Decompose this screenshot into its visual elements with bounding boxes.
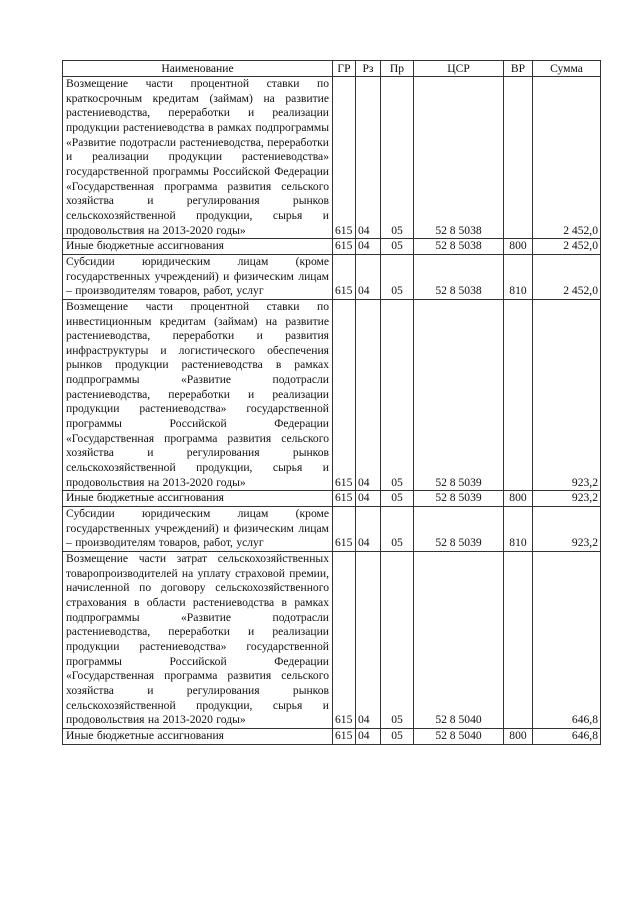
row-sum: 923,2	[533, 491, 601, 507]
row-pr: 05	[381, 552, 414, 729]
row-sum: 2 452,0	[533, 77, 601, 239]
row-sum: 923,2	[533, 299, 601, 491]
row-vr: 810	[504, 507, 533, 552]
row-csr: 52 8 5039	[414, 491, 504, 507]
row-sum: 923,2	[533, 507, 601, 552]
row-pr: 05	[381, 239, 414, 255]
row-csr: 52 8 5040	[414, 728, 504, 744]
column-header-rz: Рз	[356, 61, 381, 77]
row-pr: 05	[381, 728, 414, 744]
table-header-row	[63, 61, 601, 77]
row-rz: 04	[356, 728, 381, 744]
row-csr: 52 8 5040	[414, 552, 504, 729]
column-header-gr: ГР	[333, 61, 356, 77]
row-csr: 52 8 5039	[414, 299, 504, 491]
row-gr: 615	[333, 491, 356, 507]
row-name: Субсидии юридическим лицам (кроме государственных учреждений) и физическим лицам – производителям товаров, работ, услуг	[63, 254, 333, 299]
row-sum: 646,8	[533, 728, 601, 744]
row-rz: 04	[356, 491, 381, 507]
table-row	[63, 728, 601, 744]
row-name: Субсидии юридическим лицам (кроме государственных учреждений) и физическим лицам – производителям товаров, работ, услуг	[63, 507, 333, 552]
row-name: Иные бюджетные ассигнования	[63, 728, 333, 744]
budget-table	[62, 60, 601, 745]
row-vr: 800	[504, 728, 533, 744]
row-pr: 05	[381, 507, 414, 552]
table-row	[63, 299, 601, 491]
row-name: Иные бюджетные ассигнования	[63, 491, 333, 507]
row-rz: 04	[356, 552, 381, 729]
row-vr: 810	[504, 254, 533, 299]
row-vr	[504, 299, 533, 491]
row-sum: 646,8	[533, 552, 601, 729]
table-row	[63, 552, 601, 729]
row-gr: 615	[333, 239, 356, 255]
row-name: Возмещение части процентной ставки по краткосрочным кредитам (займам) на развитие растениеводства, переработки и реализации продукции растениеводства в рамках подпрограммы «Развитие подотрасли растениеводства, переработки и реализации продукции растениеводства» государственной программы Российской Федерации «Государственная программа развития сельского хозяйства и регулирования рынков сельскохозяйственной продукции, сырья и продовольствия на 2013-2020 годы»	[63, 77, 333, 239]
row-name: Возмещение части процентной ставки по инвестиционным кредитам (займам) на развитие растениеводства, переработки и развития инфраструктуры и логистического обеспечения рынков продукции растениеводства в рамках подпрограммы «Развитие подотрасли растениеводства, переработки и реализации продукции растениеводства» государственной программы Российской Федерации «Государственная программа развития сельского хозяйства и регулирования рынков сельскохозяйственной продукции, сырья и продовольствия на 2013-2020 годы»	[63, 299, 333, 491]
row-gr: 615	[333, 507, 356, 552]
row-csr: 52 8 5038	[414, 254, 504, 299]
row-gr: 615	[333, 728, 356, 744]
row-gr: 615	[333, 77, 356, 239]
row-vr: 800	[504, 491, 533, 507]
column-header-name: Наименование	[63, 61, 333, 77]
row-gr: 615	[333, 299, 356, 491]
row-rz: 04	[356, 507, 381, 552]
table-row	[63, 491, 601, 507]
row-name: Иные бюджетные ассигнования	[63, 239, 333, 255]
row-vr: 800	[504, 239, 533, 255]
row-sum: 2 452,0	[533, 254, 601, 299]
table-row	[63, 507, 601, 552]
row-pr: 05	[381, 254, 414, 299]
row-pr: 05	[381, 77, 414, 239]
row-pr: 05	[381, 299, 414, 491]
row-csr: 52 8 5038	[414, 239, 504, 255]
row-gr: 615	[333, 254, 356, 299]
row-rz: 04	[356, 77, 381, 239]
column-header-csr: ЦСР	[414, 61, 504, 77]
table-row	[63, 239, 601, 255]
table-row	[63, 77, 601, 239]
column-header-vr: ВР	[504, 61, 533, 77]
row-csr: 52 8 5039	[414, 507, 504, 552]
column-header-sum: Сумма	[533, 61, 601, 77]
row-rz: 04	[356, 254, 381, 299]
row-rz: 04	[356, 239, 381, 255]
row-name: Возмещение части затрат сельскохозяйственных товаропроизводителей на уплату страховой премии, начисленной по договору сельскохозяйственного страхования в области растениеводства в рамках подпрограммы «Развитие подотрасли растениеводства, переработки и реализации продукции растениеводства» государственной программы Российской Федерации «Государственная программа развития сельского хозяйства и регулирования рынков сельскохозяйственной продукции, сырья и продовольствия на 2013-2020 годы»	[63, 552, 333, 729]
row-sum: 2 452,0	[533, 239, 601, 255]
row-vr	[504, 77, 533, 239]
row-rz: 04	[356, 299, 381, 491]
table-row	[63, 254, 601, 299]
row-gr: 615	[333, 552, 356, 729]
row-pr: 05	[381, 491, 414, 507]
row-vr	[504, 552, 533, 729]
column-header-pr: Пр	[381, 61, 414, 77]
row-csr: 52 8 5038	[414, 77, 504, 239]
